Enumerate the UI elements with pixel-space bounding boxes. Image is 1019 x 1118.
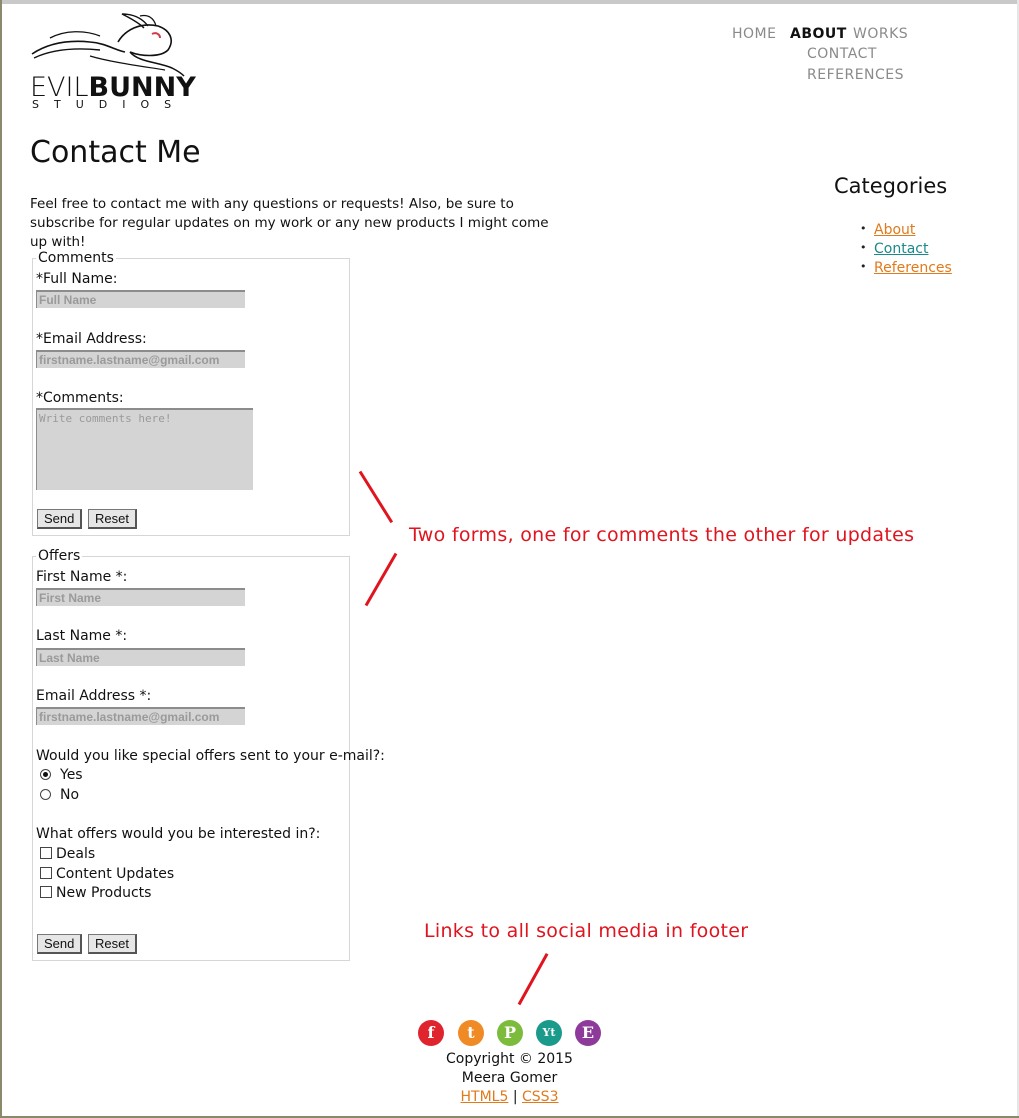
- last-name-input[interactable]: [36, 648, 245, 666]
- checkbox-deals-label: Deals: [56, 846, 96, 862]
- last-name-label: Last Name *:: [36, 628, 128, 644]
- annotation-arrow-lower: [365, 553, 398, 606]
- categories-title: Categories: [834, 174, 948, 198]
- window-top-border: [0, 0, 1019, 4]
- checkbox-new-products[interactable]: [40, 886, 52, 898]
- comments-legend: Comments: [38, 250, 114, 266]
- html5-link[interactable]: HTML5: [460, 1089, 509, 1105]
- full-name-input[interactable]: [36, 290, 245, 308]
- nav-about[interactable]: ABOUT: [790, 26, 847, 42]
- checkbox-content-updates[interactable]: [40, 867, 52, 879]
- youtube-icon[interactable]: Yt: [536, 1020, 562, 1046]
- twitter-icon[interactable]: t: [458, 1020, 484, 1046]
- etsy-icon[interactable]: E: [575, 1020, 601, 1046]
- category-link-contact[interactable]: Contact: [874, 241, 929, 257]
- checkbox-deals[interactable]: [40, 847, 52, 859]
- category-link-references[interactable]: References: [874, 260, 952, 276]
- offers-legend: Offers: [38, 548, 81, 564]
- copyright-text: Copyright © 2015: [446, 1051, 573, 1067]
- page-title: Contact Me: [30, 135, 201, 170]
- offers-interest-question: What offers would you be interested in?:: [36, 826, 321, 842]
- logo-word-bunny: BUNNY: [88, 72, 196, 103]
- nav-works[interactable]: WORKS: [853, 26, 909, 42]
- author-name: Meera Gomer: [461, 1070, 558, 1086]
- facebook-icon[interactable]: f: [418, 1020, 444, 1046]
- annotation-footer-note: Links to all social media in footer: [424, 920, 749, 942]
- annotation-arrow-footer: [518, 953, 549, 1005]
- logo-subtitle: STUDIOS: [32, 98, 187, 111]
- category-item-references: [860, 260, 952, 279]
- checkbox-content-updates-label: Content Updates: [56, 866, 175, 882]
- pinterest-icon[interactable]: P: [497, 1020, 523, 1046]
- validation-links: [0, 1089, 1019, 1105]
- radio-no-label: No: [60, 787, 80, 803]
- comments-reset-button[interactable]: Reset: [88, 509, 137, 529]
- css3-link[interactable]: CSS3: [522, 1089, 559, 1105]
- email-address-label: *Email Address:: [36, 331, 147, 347]
- offers-email-input[interactable]: [36, 707, 245, 725]
- logo-word-evil: EVIL: [30, 72, 89, 103]
- comments-textarea[interactable]: [36, 408, 253, 490]
- offers-reset-button[interactable]: Reset: [88, 934, 137, 954]
- category-link-about[interactable]: About: [874, 222, 916, 238]
- category-item-about: [860, 222, 952, 241]
- comments-label: *Comments:: [36, 390, 124, 406]
- radio-yes-label: Yes: [60, 767, 83, 783]
- annotation-forms-note: Two forms, one for comments the other for updates: [409, 524, 915, 546]
- checkbox-new-products-label: New Products: [56, 885, 152, 901]
- email-address-input[interactable]: [36, 350, 245, 368]
- window-left-border: [0, 0, 2, 1118]
- categories-list: [860, 222, 952, 279]
- comments-send-button[interactable]: Send: [37, 509, 82, 529]
- nav-contact[interactable]: CONTACT: [807, 46, 877, 62]
- first-name-label: First Name *:: [36, 569, 128, 585]
- first-name-input[interactable]: [36, 588, 245, 606]
- offers-email-label: Email Address *:: [36, 688, 152, 704]
- full-name-label: *Full Name:: [36, 271, 118, 287]
- radio-no[interactable]: [40, 789, 51, 800]
- offers-send-button[interactable]: Send: [37, 934, 82, 954]
- annotation-arrow-upper: [359, 471, 393, 523]
- footer-separator: |: [512, 1089, 518, 1105]
- nav-home[interactable]: HOME: [732, 26, 777, 42]
- intro-text: Feel free to contact me with any questions or requests! Also, be sure to subscribe for regular updates on my work or any new products I might come up with!: [30, 196, 549, 250]
- nav-references[interactable]: REFERENCES: [807, 67, 905, 83]
- category-item-contact: [860, 241, 952, 260]
- special-offers-question: Would you like special offers sent to your e-mail?:: [36, 748, 385, 764]
- radio-yes[interactable]: [40, 769, 51, 780]
